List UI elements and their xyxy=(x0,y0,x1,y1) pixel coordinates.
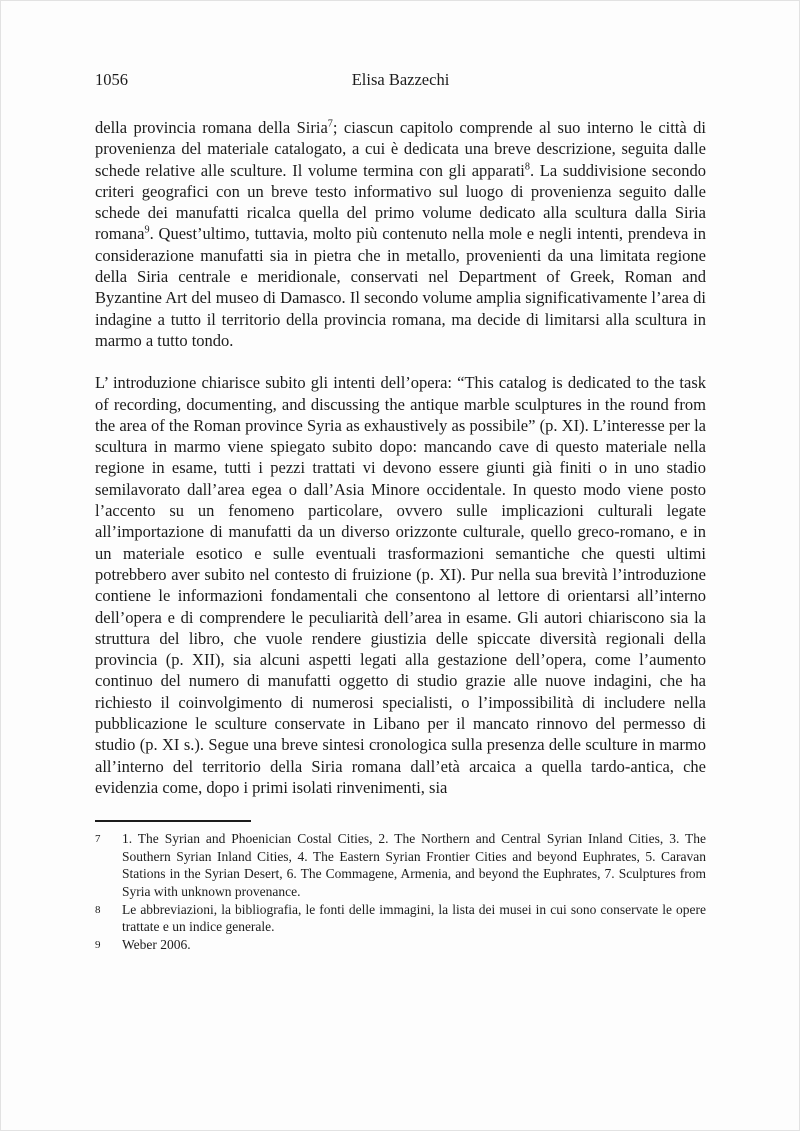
footnote-marker: 9 xyxy=(95,938,101,951)
body-text xyxy=(95,117,706,798)
running-head-author: Elisa Bazzechi xyxy=(351,70,450,89)
footnote-separator-rule xyxy=(95,820,251,822)
footnote-8 xyxy=(95,901,706,936)
text-run: . La suddivisione secondo criteri geografici con un breve testo informativo sul luogo di provenienza seguito dalle schede dei manufatti ricalca quella del primo volume dedicato alla scultura dalla Siria romana xyxy=(95,160,706,244)
text-run: della provincia romana della Siria xyxy=(95,118,328,137)
footnotes-section xyxy=(95,820,706,953)
footnote-text: Weber 2006. xyxy=(122,936,191,952)
footnote-9 xyxy=(95,936,706,954)
footnote-ref-9: 9 xyxy=(144,224,150,236)
footnote-7 xyxy=(95,830,706,900)
footnote-ref-8: 8 xyxy=(524,161,530,173)
page-header xyxy=(95,70,706,92)
paragraph-1 xyxy=(95,117,706,351)
footnote-marker: 7 xyxy=(95,833,101,846)
text-run: ; ciascun capitolo comprende al suo interno le città di provenienza del materiale catalogato, a cui è dedicata una breve descrizione, seguita dalle schede relative alle sculture. Il volume termina con gli apparati xyxy=(95,118,706,180)
footnote-ref-7: 7 xyxy=(327,118,333,130)
paragraph-2 xyxy=(95,372,706,798)
text-run: L’ introduzione chiarisce subito gli intenti dell’opera: “This catalog is dedicated to the task of recording, documenting, and discussing the antique marble sculptures in the round from the area of the Roman province Syria as exhaustively as possibile” (p. XI). L’interesse per la scultura in marmo viene spiegato subito dopo: mancando cave di questo materiale nella regione in esame, tutti i pezzi trattati vi devono essere giunti già finiti o in uno stadio semilavorato dall’area egea o dall’Asia Minore occidentale. In questo modo viene posto l’accento su un fenomeno particolare, ovvero sulle implicazioni culturali legate all’importazione di manufatti da un diverso orizzonte culturale, quello greco-romano, e in un materiale esotico e sulle eventuali trasformazioni semantiche che questi ultimi potrebbero aver subito nel contesto di fruizione (p. XI). Pur nella sua brevità l’introduzione contiene le informazioni fondamentali che consentono al lettore di orientarsi all’interno dell’opera e di comprendere le peculiarità dell’area in esame. Gli autori chiariscono sia la struttura del libro, che vuole rendere giustizia delle spiccate diversità regionali della provincia (p. XII), sia alcuni aspetti legati alla gestazione dell’opera, come l’aumento continuo del numero di manufatti oggetto di studio grazie alle nuove indagini, che ha richiesto il coinvolgimento di numerosi specialisti, o l’impossibilità di includere nella pubblicazione le sculture conservate in Libano per il mancato rinnovo del permesso di studio (p. XI s.). Segue una breve sintesi cronologica sulla presenza delle sculture in marmo all’interno del territorio della Siria romana dall’età arcaica a quella tardo-antica, che evidenzia come, dopo i primi isolati rinvenimenti, sia xyxy=(95,373,706,797)
footnote-text: Le abbreviazioni, la bibliografia, le fonti delle immagini, la lista dei musei in cui sono conservate le opere trattate e un indice generale. xyxy=(122,901,706,935)
footnote-text: 1. The Syrian and Phoenician Costal Cities, 2. The Northern and Central Syrian Inland Cities, 3. The Southern Syrian Inland Cities, 4. The Eastern Syrian Frontier Cities and beyond Euphrates, 5. Caravan Stations in the Syrian Desert, 6. The Commagene, Armenia, and beyond the Euphrates, 7. Sculptures from Syria with unknown provenance. xyxy=(122,831,706,899)
footnote-marker: 8 xyxy=(95,903,101,916)
page-number: 1056 xyxy=(95,70,128,89)
text-run: . Quest’ultimo, tuttavia, molto più contenuto nella mole e negli intenti, prendeva in considerazione manufatti sia in pietra che in metallo, provenienti da una limitata regione della Siria centrale e meridionale, conservati nel Department of Greek, Roman and Byzantine Art del museo di Damasco. Il secondo volume amplia significativamente l’area di indagine a tutto il territorio della provincia romana, ma decide di limitarsi alla scultura in marmo a tutto tondo. xyxy=(95,224,706,350)
